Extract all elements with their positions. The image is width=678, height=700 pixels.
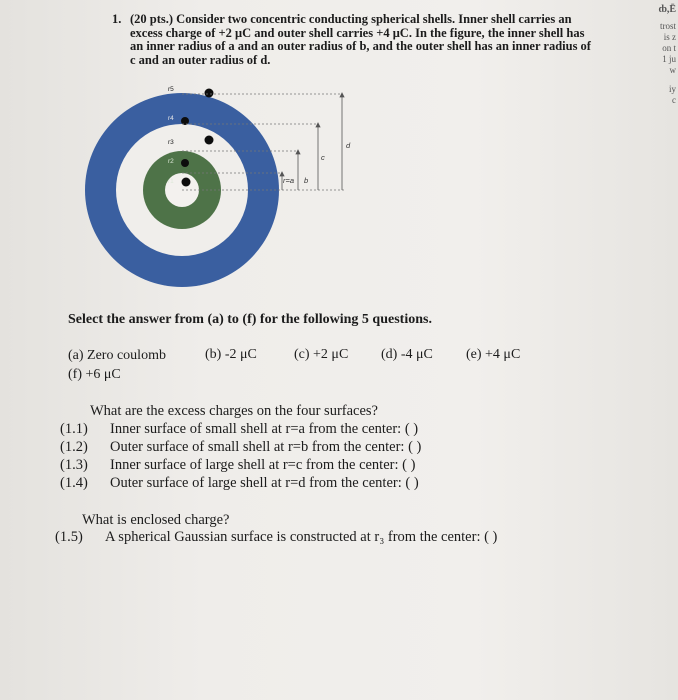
dot-r1 xyxy=(182,178,191,187)
subquestion-text: Inner surface of large shell at r=c from the center: ( ) xyxy=(110,457,416,473)
subquestion-number: (1.4) xyxy=(60,475,88,491)
dot-r3 xyxy=(205,136,214,145)
adjacent-page-fragment xyxy=(648,0,678,140)
label-r4: r4 xyxy=(168,115,174,122)
fragment-line: trost xyxy=(659,21,676,31)
fragment-line: c xyxy=(672,95,676,105)
subquestion-text: Outer surface of small shell at r=b from the center: ( ) xyxy=(110,439,422,455)
question-text: (20 pts.) Consider two concentric conducting spherical shells. Inner shell carries an excess charge of +2 μC and outer shell carries +4 μC. In the figure, the inner shell has an inner radius of a and an outer radius of b, and the outer shell has an inner radius of c and an outer radius of d. xyxy=(130,12,591,67)
option-d: (d) -4 μC xyxy=(381,347,433,362)
question-number: 1. xyxy=(112,12,122,26)
subquestion-1-4 xyxy=(60,475,419,492)
label-r3: r3 xyxy=(168,139,174,146)
subquestion-text: Outer surface of large shell at r=d from the center: ( ) xyxy=(110,475,419,491)
subquestion-text: A spherical Gaussian surface is constructed at r₃ from the center: ( ) xyxy=(105,529,498,545)
dot-r2 xyxy=(181,159,189,167)
label-r5: r5 xyxy=(168,86,174,93)
subquestion-text: Inner surface of small shell at r=a from the center: ( ) xyxy=(110,421,419,437)
instruction-text: Select the answer from (a) to (f) for the following 5 questions. xyxy=(68,312,432,327)
fragment-line: ȸ,Ē xyxy=(658,4,676,15)
fragment-line: is z xyxy=(663,32,676,42)
option-e: (e) +4 μC xyxy=(466,347,521,362)
option-c: (c) +2 μC xyxy=(294,347,349,362)
label-r2: r2 xyxy=(168,158,174,165)
dot-r5 xyxy=(205,89,214,98)
subquestion-1-2 xyxy=(60,439,421,456)
surface-charges-prompt: What are the excess charges on the four surfaces? xyxy=(90,403,378,419)
label-r1: r1 xyxy=(168,178,174,185)
fragment-line: w xyxy=(669,65,676,75)
fragment-line: on t xyxy=(662,43,676,53)
label-b: b xyxy=(304,176,309,185)
enclosed-charge-prompt: What is enclosed charge? xyxy=(82,512,230,528)
label-d: d xyxy=(346,141,351,150)
label-ra: r=a xyxy=(283,176,295,185)
label-c: c xyxy=(321,153,325,162)
option-a: (a) Zero coulomb xyxy=(68,348,166,363)
option-b: (b) -2 μC xyxy=(205,347,257,362)
subquestion-number: (1.3) xyxy=(60,457,88,473)
subquestion-number: (1.2) xyxy=(60,439,88,455)
subquestion-number: (1.5) xyxy=(55,529,83,545)
subquestion-number: (1.1) xyxy=(60,421,88,437)
subquestion-1-5 xyxy=(55,529,497,546)
subquestion-1-1 xyxy=(60,421,418,438)
option-f: (f) +6 μC xyxy=(68,367,121,382)
fragment-line: iy xyxy=(668,84,676,94)
fragment-line: 1 ju xyxy=(662,54,676,64)
subquestion-1-3 xyxy=(60,457,415,474)
